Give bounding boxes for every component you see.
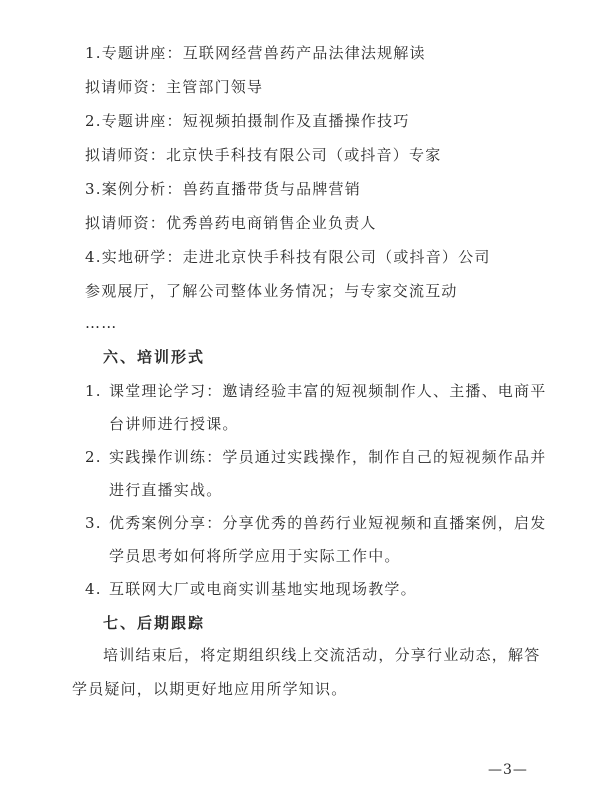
section-6-heading: 六、培训形式 bbox=[103, 348, 206, 366]
item-text: 实践操作训练：学员通过实践操作，制作自己的短视频作品并 bbox=[109, 448, 547, 466]
ellipsis: …… bbox=[85, 314, 118, 332]
training-format-item-2 bbox=[85, 446, 546, 468]
case-analysis-instructor: 拟请师资：优秀兽药电商销售企业负责人 bbox=[85, 214, 377, 232]
item-number: 2. bbox=[85, 448, 102, 466]
field-study-description: 参观展厅，了解公司整体业务情况；与专家交流互动 bbox=[85, 282, 458, 300]
item-number: 1. bbox=[85, 382, 102, 400]
lecture-2-instructor: 拟请师资：北京快手科技有限公司（或抖音）专家 bbox=[85, 146, 442, 164]
follow-up-paragraph-line-2: 学员疑问，以期更好地应用所学知识。 bbox=[72, 680, 348, 698]
training-format-item-4 bbox=[85, 578, 417, 600]
item-number: 4. bbox=[85, 580, 102, 598]
item-number: 3. bbox=[85, 514, 102, 532]
page-number: —3— bbox=[488, 762, 528, 778]
lecture-2-title: 2.专题讲座：短视频拍摄制作及直播操作技巧 bbox=[85, 112, 410, 130]
lecture-1-instructor: 拟请师资：主管部门领导 bbox=[85, 78, 264, 96]
field-study-title: 4.实地研学：走进北京快手科技有限公司（或抖音）公司 bbox=[85, 248, 491, 266]
case-analysis-title: 3.案例分析：兽药直播带货与品牌营销 bbox=[85, 180, 361, 198]
item-text: 优秀案例分享：分享优秀的兽药行业短视频和直播案例，启发 bbox=[109, 514, 547, 532]
training-format-item-3 bbox=[85, 512, 546, 534]
follow-up-paragraph-line-1: 培训结束后，将定期组织线上交流活动，分享行业动态，解答 bbox=[103, 646, 541, 664]
item-text: 课堂理论学习：邀请经验丰富的短视频制作人、主播、电商平 bbox=[109, 382, 547, 400]
item-text: 互联网大厂或电商实训基地实地现场教学。 bbox=[109, 580, 417, 598]
lecture-1-title: 1.专题讲座：互联网经营兽药产品法律法规解读 bbox=[85, 44, 426, 62]
training-format-item-3-cont: 学员思考如何将所学应用于实际工作中。 bbox=[109, 547, 401, 565]
training-format-item-1-cont: 台讲师进行授课。 bbox=[109, 415, 239, 433]
training-format-item-2-cont: 进行直播实战。 bbox=[109, 481, 223, 499]
section-7-heading: 七、后期跟踪 bbox=[103, 614, 206, 632]
training-format-item-1 bbox=[85, 380, 546, 402]
